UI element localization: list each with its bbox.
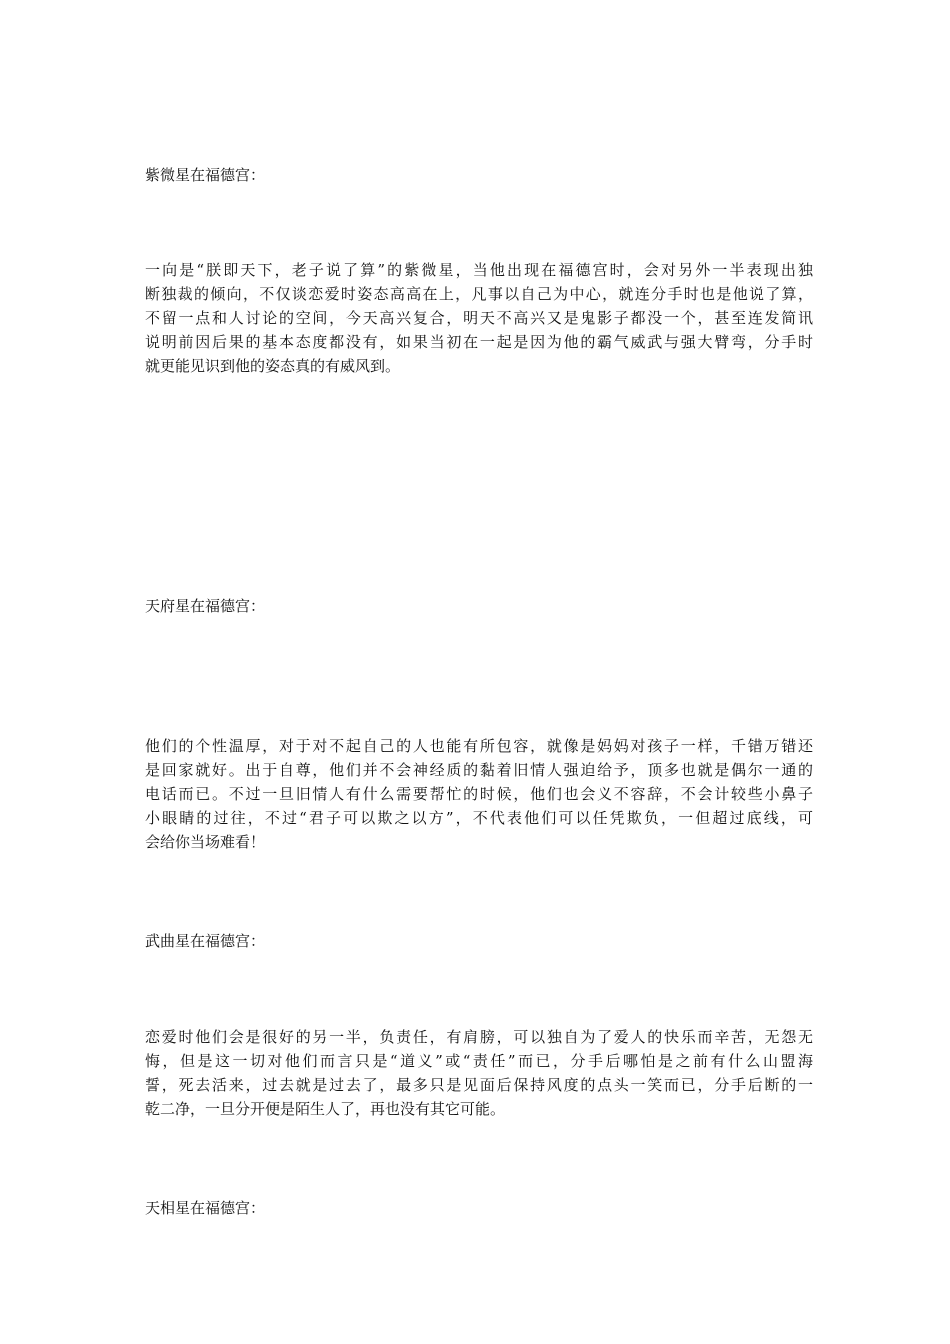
paragraph-line: 誓，死去活来，过去就是过去了，最多只是见面后保持风度的点头一笑而已，分手后断的一	[145, 1076, 813, 1094]
paragraph-line: 就更能见识到他的姿态真的有威风到。	[145, 357, 401, 375]
paragraph-line: 一向是“朕即天下，老子说了算”的紫微星，当他出现在福德宫时，会对另外一半表现出独	[145, 261, 813, 279]
paragraph-line: 他们的个性温厚，对于对不起自己的人也能有所包容，就像是妈妈对孩子一样，千错万错还	[145, 737, 813, 755]
paragraph-line: 说明前因后果的基本态度都没有，如果当初在一起是因为他的霸气威武与强大臂弯，分手时	[145, 333, 813, 351]
section-paragraph-ziwei	[145, 258, 813, 378]
paragraph-line: 悔，但是这一切对他们而言只是“道义”或“责任”而已，分手后哪怕是之前有什么山盟海	[145, 1052, 813, 1070]
section-heading-ziwei: 紫微星在福德宫：	[145, 166, 266, 184]
paragraph-line: 恋爱时他们会是很好的另一半，负责任，有肩膀，可以独自为了爱人的快乐而辛苦，无怨无	[145, 1028, 813, 1046]
paragraph-line: 不留一点和人讨论的空间，今天高兴复合，明天不高兴又是鬼影子都没一个，甚至连发简讯	[145, 309, 813, 327]
paragraph-line: 乾二净，一旦分开便是陌生人了，再也没有其它可能。	[145, 1100, 506, 1118]
paragraph-line: 电话而已。不过一旦旧情人有什么需要帮忙的时候，他们也会义不容辞，不会计较些小鼻子	[145, 785, 813, 803]
section-heading-tianfu: 天府星在福德宫：	[145, 597, 266, 615]
paragraph-line: 会给你当场难看！	[145, 833, 266, 851]
section-paragraph-wuqu	[145, 1025, 813, 1121]
paragraph-line: 是回家就好。出于自尊，他们并不会神经质的黏着旧情人强迫给予，顶多也就是偶尔一通的	[145, 761, 813, 779]
paragraph-line: 小眼睛的过往，不过“君子可以欺之以方”，不代表他们可以任凭欺负，一但超过底线，可	[145, 809, 813, 827]
section-heading-wuqu: 武曲星在福德宫：	[145, 932, 266, 950]
paragraph-line: 断独裁的倾向，不仅谈恋爱时姿态高高在上，凡事以自己为中心，就连分手时也是他说了算，	[145, 285, 813, 303]
section-paragraph-tianfu	[145, 734, 813, 854]
section-heading-tianxiang: 天相星在福德宫：	[145, 1199, 266, 1217]
